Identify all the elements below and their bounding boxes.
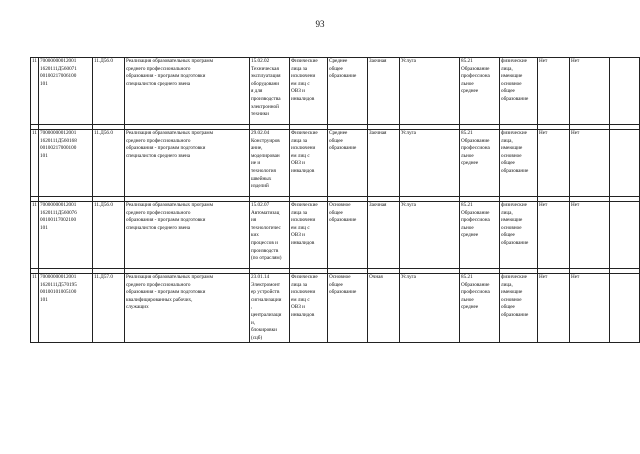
table-row bbox=[31, 274, 640, 343]
flag-cell-2: Нет bbox=[570, 274, 610, 343]
service-type-cell: Услуга bbox=[400, 202, 460, 269]
flag-cell-1: Нет bbox=[538, 274, 570, 343]
flag-cell-3 bbox=[610, 202, 640, 269]
service-type-cell: Услуга bbox=[400, 58, 460, 125]
study-form-cell: Заочная bbox=[368, 202, 400, 269]
flag-cell-3 bbox=[610, 130, 640, 197]
page-number: 93 bbox=[315, 19, 325, 29]
flag-cell-2: Нет bbox=[570, 202, 610, 269]
flag-cell-2: Нет bbox=[570, 130, 610, 197]
consumer-category-cell: Физические лица за исключени ем лиц с ОВЗ и инвалидов bbox=[290, 274, 328, 343]
okpd-code-cell: 11.Д56.0 bbox=[93, 58, 125, 125]
consumer-type-cell: физические лица, имеющие основное общее образование bbox=[500, 274, 538, 343]
study-form-cell: Очная bbox=[368, 274, 400, 343]
table-row bbox=[31, 130, 640, 197]
service-name-cell: Реализация образовательных программ среднего профессионального образования - программ подготовки специалистов среднего звена bbox=[125, 130, 250, 197]
industry-code-cell: 85.21 Образование профессиона льное среднее bbox=[460, 130, 500, 197]
row-number-cell: 11 bbox=[31, 274, 39, 343]
consumer-type-cell: физические лица, имеющие основное общее образование bbox=[500, 130, 538, 197]
registry-code-cell: 70000000012001 1620111Д560076 00100117002100 101 bbox=[39, 202, 93, 269]
study-form-cell: Заочная bbox=[368, 130, 400, 197]
registry-table bbox=[30, 57, 640, 343]
consumer-category-cell: Физические лица за исключени ем лиц с ОВЗ и инвалидов bbox=[290, 58, 328, 125]
specialty-cell: 29.02.04 Конструиров ание, моделирован ие и технология швейных изделий bbox=[250, 130, 290, 197]
okpd-code-cell: 11.Д57.0 bbox=[93, 274, 125, 343]
education-level-cell: Среднее общее образование bbox=[328, 58, 368, 125]
registry-code-cell: 70000000012001 1620111Д570195 00100101005100 101 bbox=[39, 274, 93, 343]
service-type-cell: Услуга bbox=[400, 130, 460, 197]
registry-code-cell: 70000000012001 1620111Д560071 00100217006100 101 bbox=[39, 58, 93, 125]
study-form-cell: Заочная bbox=[368, 58, 400, 125]
row-number-cell: 11 bbox=[31, 58, 39, 125]
flag-cell-2: Нет bbox=[570, 58, 610, 125]
okpd-code-cell: 11.Д56.0 bbox=[93, 130, 125, 197]
industry-code-cell: 85.21 Образование профессиона льное среднее bbox=[460, 202, 500, 269]
row-number-cell: 11 bbox=[31, 130, 39, 197]
education-level-cell: Среднее общее образование bbox=[328, 130, 368, 197]
consumer-category-cell: Физические лица за исключени ем лиц с ОВЗ и инвалидов bbox=[290, 130, 328, 197]
flag-cell-1: Нет bbox=[538, 58, 570, 125]
okpd-code-cell: 11.Д56.0 bbox=[93, 202, 125, 269]
specialty-cell: 23.01.14 Электромонт ер устройств сигнализации , централизаци и, блокировки (сцб) bbox=[250, 274, 290, 343]
education-level-cell: Основное общее образование bbox=[328, 274, 368, 343]
flag-cell-1: Нет bbox=[538, 202, 570, 269]
industry-code-cell: 85.21 Образование профессиона льное среднее bbox=[460, 274, 500, 343]
consumer-type-cell: физические лица, имеющие основное общее образование bbox=[500, 202, 538, 269]
table-row bbox=[31, 202, 640, 269]
education-level-cell: Основное общее образование bbox=[328, 202, 368, 269]
service-name-cell: Реализация образовательных программ среднего профессионального образования - программ подготовки специалистов среднего звена bbox=[125, 58, 250, 125]
specialty-cell: 15.02.07 Автоматизац ия технологичес ких процессов и производств (по отраслям) bbox=[250, 202, 290, 269]
service-name-cell: Реализация образовательных программ среднего профессионального образования - программ подготовки квалифицированных рабочих, служащих bbox=[125, 274, 250, 343]
table-row bbox=[31, 58, 640, 125]
flag-cell-1: Нет bbox=[538, 130, 570, 197]
consumer-type-cell: физические лица, имеющие основное общее образование bbox=[500, 58, 538, 125]
specialty-cell: 15.02.02 Техническая эксплуатация оборудовани я для производства электронной техники bbox=[250, 58, 290, 125]
service-name-cell: Реализация образовательных программ среднего профессионального образования - программ подготовки специалистов среднего звена bbox=[125, 202, 250, 269]
consumer-category-cell: Физические лица за исключени ем лиц с ОВЗ и инвалидов bbox=[290, 202, 328, 269]
registry-code-cell: 70000000012001 1620111Д560168 00100217000100 101 bbox=[39, 130, 93, 197]
service-type-cell: Услуга bbox=[400, 274, 460, 343]
flag-cell-3 bbox=[610, 58, 640, 125]
row-number-cell: 11 bbox=[31, 202, 39, 269]
industry-code-cell: 85.21 Образование профессиона льное среднее bbox=[460, 58, 500, 125]
flag-cell-3 bbox=[610, 274, 640, 343]
